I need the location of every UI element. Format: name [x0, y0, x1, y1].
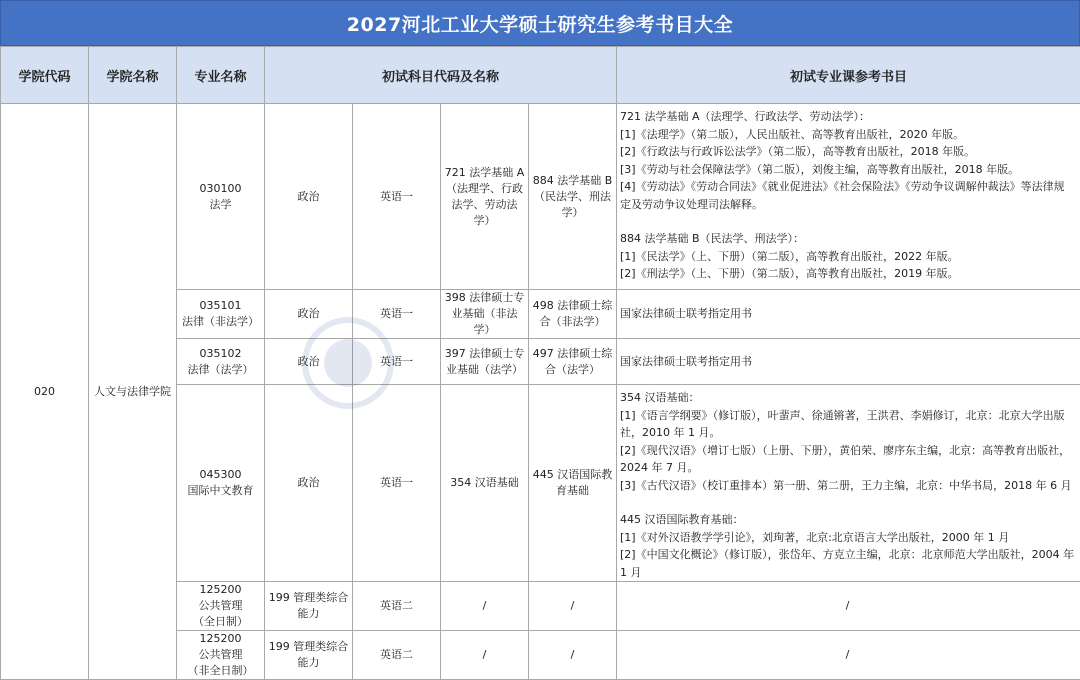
subject3-cell: 398 法律硕士专业基础（非法学）: [441, 290, 529, 339]
language-cell: 英语一: [353, 385, 441, 582]
book-line: /: [620, 597, 1075, 615]
subject4-cell: /: [529, 582, 617, 631]
book-line: [1]《民法学》（上、下册）（第二版），高等教育出版社，2022 年版。: [620, 248, 1075, 266]
subject3-cell: /: [441, 631, 529, 680]
header-books: 初试专业课参考书目: [617, 47, 1080, 104]
book-line: 国家法律硕士联考指定用书: [620, 353, 1075, 371]
major-code: 035102: [180, 346, 261, 362]
major-code: 030100: [180, 181, 261, 197]
page-title: 2027河北工业大学硕士研究生参考书目大全: [0, 0, 1080, 46]
book-line: [1]《对外汉语教学学引论》，刘珣著，北京:北京语言大学出版社，2000 年 1 月: [620, 529, 1075, 547]
subject3-cell: 354 汉语基础: [441, 385, 529, 582]
major-code: 125200: [180, 582, 261, 598]
politics-cell: 199 管理类综合能力: [265, 582, 353, 631]
subject4-cell: 884 法学基础 B（民法学、刑法学）: [529, 104, 617, 290]
language-cell: 英语一: [353, 104, 441, 290]
major-name: 法学: [180, 197, 261, 213]
subject3-cell: 397 法律硕士专业基础（法学）: [441, 339, 529, 385]
header-subjects: 初试科目代码及名称: [265, 47, 617, 104]
book-line: [1]《法理学》（第二版），人民出版社、高等教育出版社，2020 年版。: [620, 126, 1075, 144]
subject3-cell: /: [441, 582, 529, 631]
major-code: 125200: [180, 631, 261, 647]
books-cell: [617, 339, 1080, 385]
book-line: 721 法学基础 A（法理学、行政法学、劳动法学）：: [620, 108, 1075, 126]
study-mode: （非全日制）: [180, 663, 261, 679]
major-name: 国际中文教育: [180, 483, 261, 499]
header-college-name: 学院名称: [89, 47, 177, 104]
major-name: 公共管理: [180, 598, 261, 614]
subject4-cell: 497 法律硕士综合（法学）: [529, 339, 617, 385]
book-line: /: [620, 646, 1075, 664]
books-cell: [617, 631, 1080, 680]
subject4-cell: /: [529, 631, 617, 680]
books-cell: [617, 104, 1080, 290]
book-line-spacer: [620, 494, 1075, 511]
college-code-cell: 020: [1, 104, 89, 680]
major-cell: [177, 339, 265, 385]
college-name-cell: 人文与法律学院: [89, 104, 177, 680]
politics-cell: 199 管理类综合能力: [265, 631, 353, 680]
major-cell: [177, 104, 265, 290]
book-line: [4]《劳动法》《劳动合同法》《就业促进法》《社会保险法》《劳动争议调解仲裁法》等法律规定及劳动争议处理司法解释。: [620, 178, 1075, 213]
major-cell: [177, 631, 265, 680]
language-cell: 英语二: [353, 631, 441, 680]
header-college-code: 学院代码: [1, 47, 89, 104]
major-name: 法律（法学）: [180, 362, 261, 378]
language-cell: 英语二: [353, 582, 441, 631]
major-code: 045300: [180, 467, 261, 483]
book-line: 354 汉语基础：: [620, 389, 1075, 407]
book-line: 445 汉语国际教育基础：: [620, 511, 1075, 529]
language-cell: 英语一: [353, 290, 441, 339]
books-cell: [617, 290, 1080, 339]
book-line: 884 法学基础 B（民法学、刑法学）：: [620, 230, 1075, 248]
book-line-spacer: [620, 213, 1075, 230]
subject4-cell: 498 法律硕士综合（非法学）: [529, 290, 617, 339]
politics-cell: 政治: [265, 339, 353, 385]
books-cell: [617, 582, 1080, 631]
major-name: 法律（非法学）: [180, 314, 261, 330]
major-cell: [177, 385, 265, 582]
books-cell: [617, 385, 1080, 582]
book-line: [2]《行政法与行政诉讼法学》（第二版），高等教育出版社，2018 年版。: [620, 143, 1075, 161]
book-line: [2]《现代汉语》（增订七版）（上册、下册），黄伯荣、廖序东主编，北京：高等教育出版社，2024 年 7 月。: [620, 442, 1075, 477]
major-name: 公共管理: [180, 647, 261, 663]
book-line: [3]《古代汉语》（校订重排本）第一册、第二册，王力主编，北京：中华书局，2018 年 6 月: [620, 477, 1075, 495]
reference-book-table: [0, 46, 1080, 680]
book-line: [3]《劳动与社会保障法学》（第二版），刘俊主编，高等教育出版社，2018 年版。: [620, 161, 1075, 179]
book-line: 国家法律硕士联考指定用书: [620, 305, 1075, 323]
politics-cell: 政治: [265, 104, 353, 290]
subject4-cell: 445 汉语国际教育基础: [529, 385, 617, 582]
book-line: [1]《语言学纲要》（修订版），叶蜚声、徐通锵著，王洪君、李娟修订，北京：北京大学出版社，2010 年 1 月。: [620, 407, 1075, 442]
major-cell: [177, 290, 265, 339]
header-major-name: 专业名称: [177, 47, 265, 104]
major-code: 035101: [180, 298, 261, 314]
header-row: [1, 47, 1080, 104]
language-cell: 英语一: [353, 339, 441, 385]
table-row: [1, 104, 1080, 290]
major-cell: [177, 582, 265, 631]
book-line: [2]《中国文化概论》（修订版），张岱年、方克立主编，北京：北京师范大学出版社，2004 年 1 月: [620, 546, 1075, 581]
politics-cell: 政治: [265, 290, 353, 339]
politics-cell: 政治: [265, 385, 353, 582]
subject3-cell: 721 法学基础 A（法理学、行政法学、劳动法学）: [441, 104, 529, 290]
study-mode: （全日制）: [180, 614, 261, 630]
book-line: [2]《刑法学》（上、下册）（第二版），高等教育出版社，2019 年版。: [620, 265, 1075, 283]
